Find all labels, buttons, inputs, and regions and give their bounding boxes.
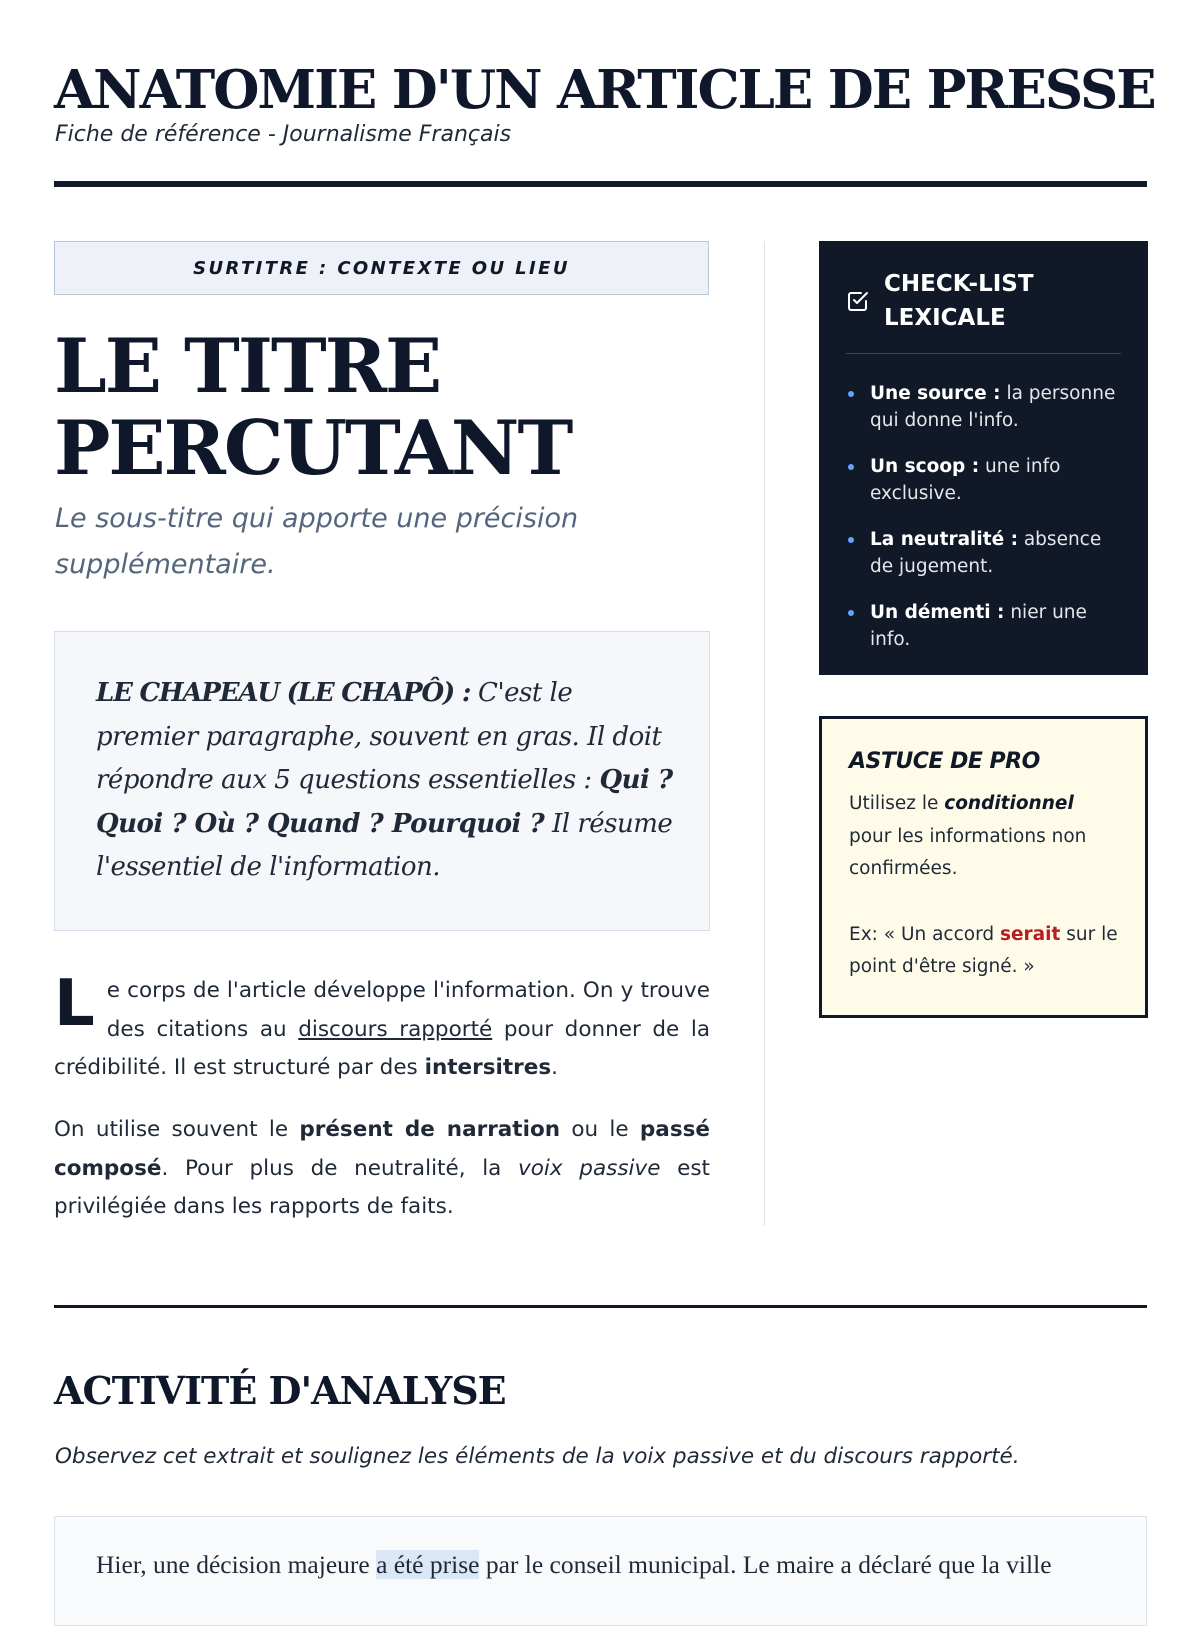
- drop-cap: L: [54, 967, 95, 1041]
- tip-text: pour les informations non confirmées.: [849, 825, 1087, 879]
- headline-line-2: PERCUTANT: [54, 404, 572, 492]
- extract-box: [54, 1516, 1147, 1626]
- chapeau-text-part2: Il résume l'essentiel de l'information.: [96, 808, 673, 882]
- conditionnel-term: conditionnel: [944, 793, 1074, 814]
- list-item-definition: absence de jugement.: [870, 529, 1102, 577]
- list-item-definition: une info exclusive.: [870, 456, 1061, 504]
- passe-compose-term: passé composé: [54, 1117, 710, 1181]
- body1-text-c: .: [551, 1055, 559, 1080]
- bullet-icon: [848, 464, 854, 470]
- tip-paragraph-1: [849, 788, 1118, 886]
- body-paragraph-1: [54, 967, 710, 1088]
- tip-text: Utilisez le: [849, 793, 945, 814]
- headline: [54, 322, 714, 492]
- list-item: [846, 526, 1121, 580]
- subheadline: Le sous-titre qui apporte une précision supplémentaire.: [55, 503, 579, 580]
- section-rule: [54, 1305, 1147, 1308]
- bullet-icon: [848, 610, 854, 616]
- page-subtitle: Fiche de référence - Journalisme Français: [55, 122, 512, 147]
- chapeau-text-part1: C'est le premier paragraphe, souvent en gras. Il doit répondre aux 5 questions essentielles :: [96, 678, 662, 795]
- body1-text-a: e corps de l'article développe l'information. On y trouve des citations au: [106, 978, 710, 1042]
- surtitre-label: SURTITRE : CONTEXTE OU LIEU: [193, 257, 570, 279]
- surtitre-box: [54, 241, 709, 295]
- body2-text-a: On utilise souvent le: [54, 1117, 300, 1142]
- list-item: [846, 599, 1121, 653]
- extract-text-b: par le conseil municipal. Le maire a déclaré que la ville: [479, 1550, 1052, 1579]
- bullet-icon: [848, 537, 854, 543]
- chapeau-questions: Qui ? Quoi ? Où ? Quand ? Pourquoi ?: [96, 765, 673, 839]
- list-item-term: Un démenti :: [870, 602, 1005, 623]
- body2-text-c: . Pour plus de neutralité, la: [161, 1155, 519, 1181]
- present-narration-term: présent de narration: [299, 1117, 561, 1142]
- headline-line-1: LE TITRE: [54, 322, 441, 410]
- list-item-term: Une source :: [870, 383, 1001, 404]
- activity-instructions: Observez cet extrait et soulignez les éléments de la voix passive et du discours rapporté.: [55, 1444, 1020, 1469]
- checklist-panel: [819, 241, 1148, 675]
- list-item-definition: nier une info.: [870, 602, 1087, 650]
- discours-rapporte-term: discours rapporté: [298, 1016, 493, 1042]
- column-divider: [764, 241, 765, 1226]
- intersitres-term: intersitres: [424, 1055, 552, 1080]
- checklist-title: CHECK-LIST LEXICALE: [884, 271, 1034, 331]
- checklist-list: [846, 380, 1121, 653]
- chapeau-label: LE CHAPEAU (LE CHAPÔ) :: [96, 678, 471, 708]
- body1-text-b: pour donner de la crédibilité. Il est structuré par des: [54, 1016, 710, 1080]
- tip-title: ASTUCE DE PRO: [849, 749, 1040, 774]
- extract-text: [96, 1545, 1105, 1585]
- list-item-definition: la personne qui donne l'info.: [870, 383, 1116, 431]
- activity-title: ACTIVITÉ D'ANALYSE: [54, 1368, 506, 1413]
- passive-voice-highlight: a été prise: [376, 1550, 480, 1579]
- list-item: [846, 453, 1121, 507]
- tip-box: [819, 716, 1148, 1018]
- list-item-term: La neutralité :: [870, 529, 1018, 550]
- body-paragraph-2: [54, 1111, 710, 1227]
- chapeau-box: [54, 631, 710, 931]
- voix-passive-term: voix passive: [518, 1155, 661, 1181]
- extract-text-a: Hier, une décision majeure: [96, 1550, 377, 1579]
- checklist-header: [846, 267, 1121, 354]
- serait-term: serait: [1000, 923, 1061, 945]
- header-rule: [54, 181, 1147, 187]
- list-item-term: Un scoop :: [870, 456, 980, 477]
- list-item: [846, 380, 1121, 434]
- page-title: ANATOMIE D'UN ARTICLE DE PRESSE: [54, 59, 1155, 121]
- tip-example-text: Ex: « Un accord: [849, 923, 1000, 945]
- chapeau-text: [96, 672, 675, 890]
- bullet-icon: [848, 391, 854, 397]
- check-square-icon: [846, 289, 870, 313]
- body2-text-b: ou le: [560, 1117, 640, 1142]
- body2-text-d: est privilégiée dans les rapports de faits.: [54, 1155, 710, 1219]
- tip-example: [849, 919, 1118, 984]
- tip-example-text: sur le point d'être signé. »: [849, 923, 1118, 977]
